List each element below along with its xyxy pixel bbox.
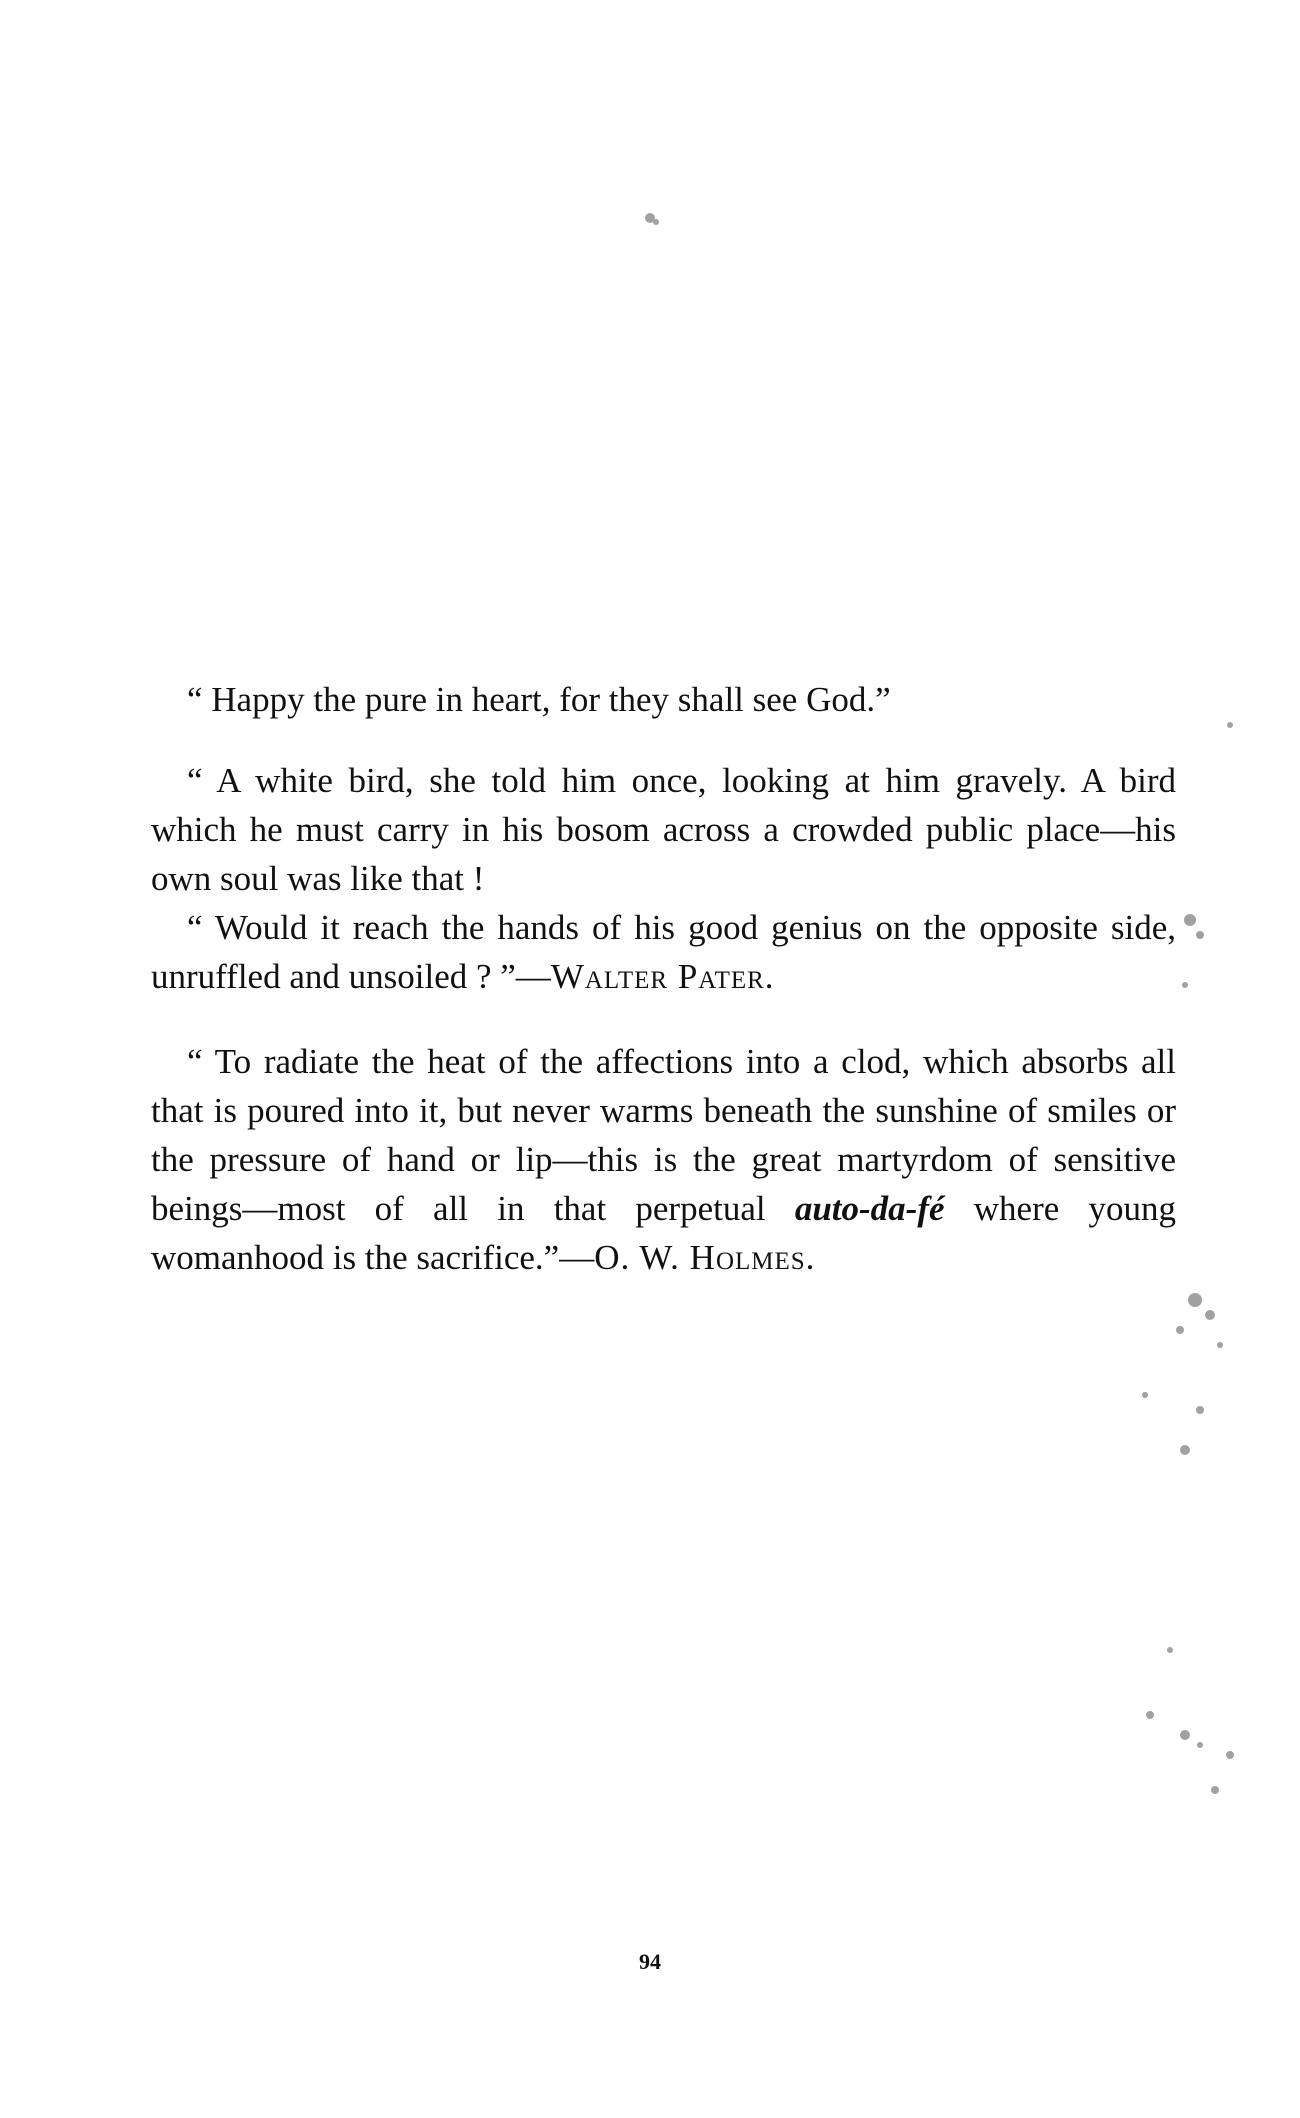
quote-beatitude-text: “ Happy the pure in heart, for they shall see God.” <box>187 680 891 719</box>
quote-pater-paragraph-2 <box>151 903 1176 1001</box>
quote-beatitude <box>187 675 1212 724</box>
quote-holmes <box>151 1037 1176 1282</box>
page-number: 94 <box>639 1949 661 1974</box>
quote-holmes-paragraph <box>151 1037 1176 1282</box>
quote-pater <box>151 756 1176 1001</box>
quote-holmes-text-before: “ To radiate the heat of the affections into a clod, which absorbs all that is poured into it, but never warms beneath the sunshine of smiles or the pressure of hand or lip—this is the great martyrdom of sensitive beings—most of all in that perpetual <box>151 1042 1176 1228</box>
quote-holmes-attribution: O. W. Holmes. <box>594 1238 816 1277</box>
quote-pater-paragraph-1: “ A white bird, she told him once, looking at him gravely. A bird which he must carry in his bosom across a crowded public place—his own soul was like that ! <box>151 761 1176 898</box>
quote-holmes-italic-term: auto-da-fé <box>794 1189 945 1228</box>
quote-pater-paragraph-2-text: “ Would it reach the hands of his good genius on the opposite side, unruffled and unsoiled ? ”— <box>151 908 1176 996</box>
quote-pater-attribution: Walter Pater. <box>550 957 775 996</box>
quote-holmes-text-after: where young womanhood is the sacrifice.”— <box>151 1189 1176 1277</box>
